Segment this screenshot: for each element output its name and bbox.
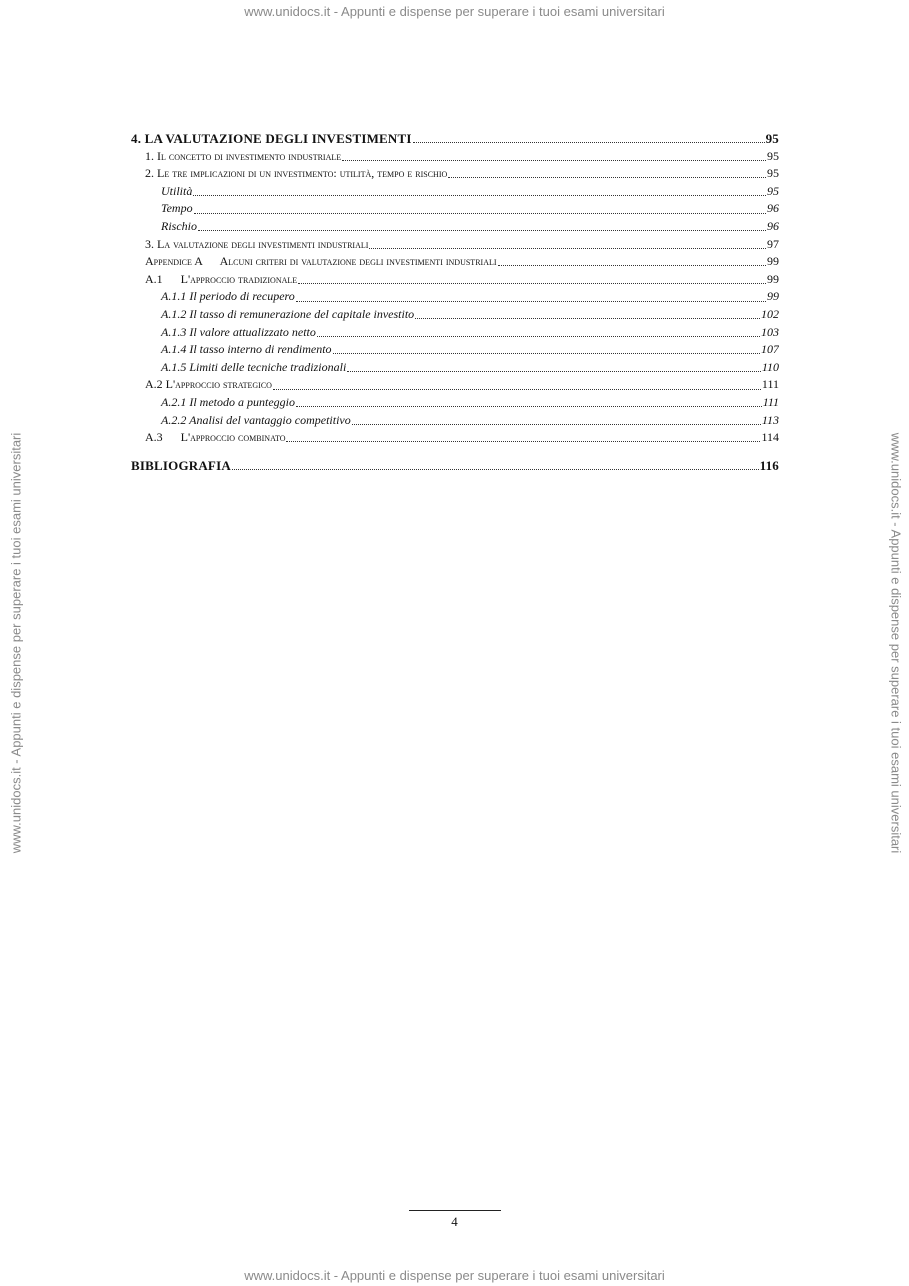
toc-entry-page: 97 <box>767 236 779 251</box>
toc-entry-page: 99 <box>767 271 779 286</box>
toc-entry-page: 96 <box>767 218 779 233</box>
toc-entry-title: 4. LA VALUTAZIONE DEGLI INVESTIMENTI <box>131 131 412 146</box>
watermark-left: www.unidocs.it - Appunti e dispense per superare i tuoi esami universitari <box>8 432 24 854</box>
toc-entry-title: BIBLIOGRAFIA <box>131 457 231 473</box>
toc-entry-page: 107 <box>761 342 779 357</box>
toc-entry-title: A.1.1 Il periodo di recupero <box>161 289 295 304</box>
toc-entry-title: Rischio <box>161 218 197 233</box>
toc-entry <box>131 253 779 271</box>
toc-entry <box>131 359 779 377</box>
toc-entry <box>131 271 779 289</box>
toc-entry-page: 95 <box>767 183 779 198</box>
toc-leader-dots <box>194 213 766 214</box>
toc-entry-title: 1. Il concetto di investimento industriale <box>145 148 342 163</box>
page-number: 4 <box>451 1214 458 1229</box>
toc-leader-dots <box>298 283 766 284</box>
toc-entry <box>131 324 779 342</box>
page-number-rule <box>409 1210 501 1211</box>
toc-entry <box>131 183 779 201</box>
toc-entry-page: 99 <box>767 289 779 304</box>
toc-entry-title: A.2.2 Analisi del vantaggio competitivo <box>161 412 351 427</box>
toc-leader-dots <box>296 301 766 302</box>
toc-leader-dots <box>232 469 759 470</box>
toc-entry <box>131 165 779 183</box>
toc-entry-page: 113 <box>761 412 779 427</box>
watermark-bottom: www.unidocs.it - Appunti e dispense per superare i tuoi esami universitari <box>244 1268 665 1283</box>
toc-entry <box>131 236 779 254</box>
toc-entry-page: 110 <box>761 359 779 374</box>
toc-entry-title: A.2 L'approccio strategico <box>145 377 272 392</box>
toc-leader-dots <box>369 248 766 249</box>
toc-entry-title: A.2.1 Il metodo a punteggio <box>161 394 295 409</box>
watermark-right: www.unidocs.it - Appunti e dispense per superare i tuoi esami universitari <box>888 432 904 854</box>
toc-entry-page: 95 <box>767 166 779 181</box>
toc-entry <box>131 394 779 412</box>
toc-entry-page: 114 <box>761 430 779 445</box>
toc-entry <box>131 148 779 166</box>
toc-entry-title: Tempo <box>161 201 193 216</box>
toc-entry-title: Appendice A Alcuni criteri di valutazione degli investimenti industriali <box>145 254 497 269</box>
toc-entry <box>131 288 779 306</box>
toc-entry <box>131 130 779 148</box>
toc-entry <box>131 457 779 475</box>
toc-entry-title: A.1.3 Il valore attualizzato netto <box>161 324 316 339</box>
toc-entry-page: 111 <box>761 377 779 392</box>
toc-leader-dots <box>347 371 761 372</box>
toc-entry-page: 102 <box>761 306 779 321</box>
toc-leader-dots <box>448 177 766 178</box>
toc-entry-page: 95 <box>767 148 779 163</box>
toc-entry-title: A.1.4 Il tasso interno di rendimento <box>161 342 332 357</box>
toc-entry <box>131 306 779 324</box>
toc-leader-dots <box>352 424 761 425</box>
toc-leader-dots <box>342 160 766 161</box>
toc-entry-title: A.1.5 Limiti delle tecniche tradizionali <box>161 359 347 374</box>
watermark-top: www.unidocs.it - Appunti e dispense per superare i tuoi esami universitari <box>244 4 665 19</box>
toc-entry-page: 99 <box>767 254 779 269</box>
toc-entry <box>131 200 779 218</box>
toc-leader-dots <box>193 195 766 196</box>
toc-entry <box>131 218 779 236</box>
toc-leader-dots <box>273 389 761 390</box>
toc-entry-page: 96 <box>767 201 779 216</box>
toc-leader-dots <box>413 142 765 143</box>
toc-leader-dots <box>415 318 760 319</box>
toc-leader-dots <box>333 353 760 354</box>
toc-leader-dots <box>198 230 766 231</box>
toc-entry-title: 3. La valutazione degli investimenti industriali <box>145 236 369 251</box>
toc-entry-page: 111 <box>762 394 779 409</box>
toc-entry-page: 116 <box>759 457 779 473</box>
toc-entry <box>131 412 779 430</box>
toc-leader-dots <box>317 336 760 337</box>
table-of-contents <box>131 130 779 474</box>
toc-entry <box>131 341 779 359</box>
toc-entry-title: Utilità <box>161 183 193 198</box>
toc-entry <box>131 429 779 447</box>
toc-entry-title: 2. Le tre implicazioni di un investimento: utilità, tempo e rischio <box>145 166 448 181</box>
toc-entry-title: A.1 L'approccio tradizionale <box>145 271 298 286</box>
toc-leader-dots <box>286 441 760 442</box>
toc-entry-title: A.3 L'approccio combinato <box>145 430 286 445</box>
toc-entry <box>131 376 779 394</box>
toc-leader-dots <box>498 265 766 266</box>
toc-entry-page: 95 <box>765 131 779 146</box>
toc-entry-page: 103 <box>761 324 779 339</box>
toc-entry-title: A.1.2 Il tasso di remunerazione del capitale investito <box>161 306 415 321</box>
toc-leader-dots <box>296 406 762 407</box>
